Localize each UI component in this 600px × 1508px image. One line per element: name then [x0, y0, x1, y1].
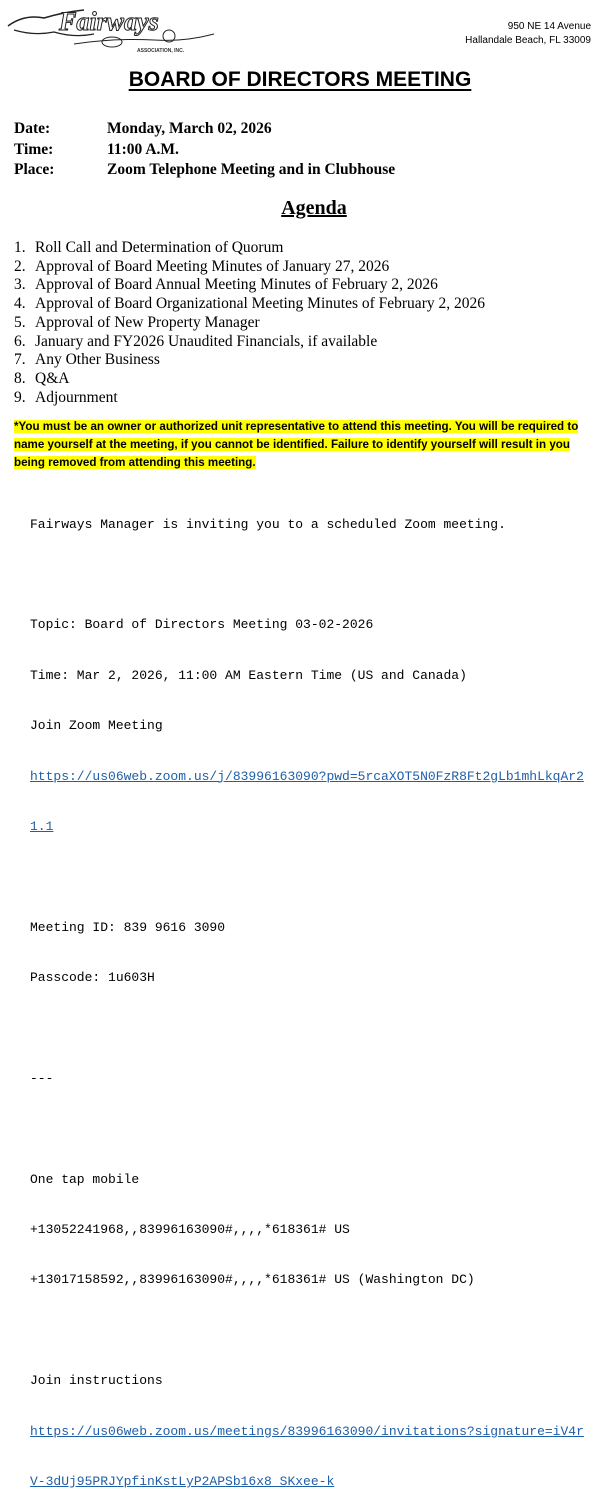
- one-tap-number: +13017158592,,83996163090#,,,,*618361# US (Washington DC): [30, 1272, 475, 1288]
- address-line-1: 950 NE 14 Avenue: [507, 21, 591, 32]
- attendance-notice: *You must be an owner or authorized unit representative to attend this meeting. You will be required to name yourself at the meeting, if you cannot be identified. Failure to identify yourself will result in you being removed from attending this meeting.: [14, 420, 579, 469]
- page-title: BOARD OF DIRECTORS MEETING: [128, 68, 472, 91]
- svg-text:Fairways: Fairways: [59, 7, 159, 36]
- join-instructions-link[interactable]: https://us06web.zoom.us/meetings/83996163090/invitations?signature=iV4r: [30, 1423, 584, 1439]
- agenda-heading: Agenda: [281, 197, 347, 219]
- zoom-topic: Topic: Board of Directors Meeting 03-02-2026: [30, 617, 374, 633]
- join-label: Join Zoom Meeting: [30, 718, 163, 734]
- separator: ---: [30, 1070, 54, 1086]
- agenda-item: 4. Approval of Board Organizational Meeting Minutes of February 2, 2026: [14, 295, 485, 313]
- agenda-item: 5. Approval of New Property Manager: [14, 313, 260, 331]
- zoom-time: Time: Mar 2, 2026, 11:00 AM Eastern Time (US and Canada): [30, 667, 467, 683]
- one-tap-number: +13052241968,,83996163090#,,,,*618361# US: [30, 1222, 350, 1238]
- date-row: Date: Monday, March 02, 2026: [14, 120, 272, 137]
- instructions-label: Join instructions: [30, 1373, 163, 1389]
- fairways-logo: [4, 4, 254, 54]
- agenda-item: 7. Any Other Business: [14, 351, 160, 369]
- agenda-item: 1. Roll Call and Determination of Quorum: [14, 239, 284, 256]
- passcode: Passcode: 1u603H: [30, 970, 155, 986]
- agenda-list: [14, 239, 485, 407]
- agenda-item: 3. Approval of Board Annual Meeting Minutes of February 2, 2026: [14, 276, 438, 294]
- zoom-intro: Fairways Manager is inviting you to a scheduled Zoom meeting.: [30, 516, 506, 532]
- join-meeting-link[interactable]: https://us06web.zoom.us/j/83996163090?pwd=5rcaXOT5N0FzR8Ft2gLb1mhLkqAr2: [30, 768, 584, 784]
- zoom-invitation: [30, 483, 584, 1508]
- address: [465, 20, 591, 48]
- one-tap-label: One tap mobile: [30, 1171, 140, 1187]
- join-instructions-link-cont[interactable]: V-3dUj95PRJYpfinKstLyP2APSb16x8_SKxee-k: [30, 1474, 335, 1490]
- time-row: Time: 11:00 A.M.: [14, 140, 179, 158]
- meeting-id: Meeting ID: 839 9616 3090: [30, 919, 226, 935]
- meeting-info: [14, 119, 395, 181]
- address-line-2: Hallandale Beach, FL 33009: [465, 35, 591, 46]
- agenda-item: 6. January and FY2026 Unaudited Financials, if available: [14, 332, 378, 350]
- svg-text:ASSOCIATION, INC.: ASSOCIATION, INC.: [137, 48, 185, 54]
- agenda-item: 2. Approval of Board Meeting Minutes of January 27, 2026: [14, 257, 390, 275]
- agenda-item: 9. Adjournment: [14, 388, 118, 406]
- join-meeting-link-cont[interactable]: 1.1: [30, 818, 54, 834]
- agenda-item: 8. Q&A: [14, 369, 70, 387]
- place-row: Place: Zoom Telephone Meeting and in Clubhouse: [14, 161, 396, 178]
